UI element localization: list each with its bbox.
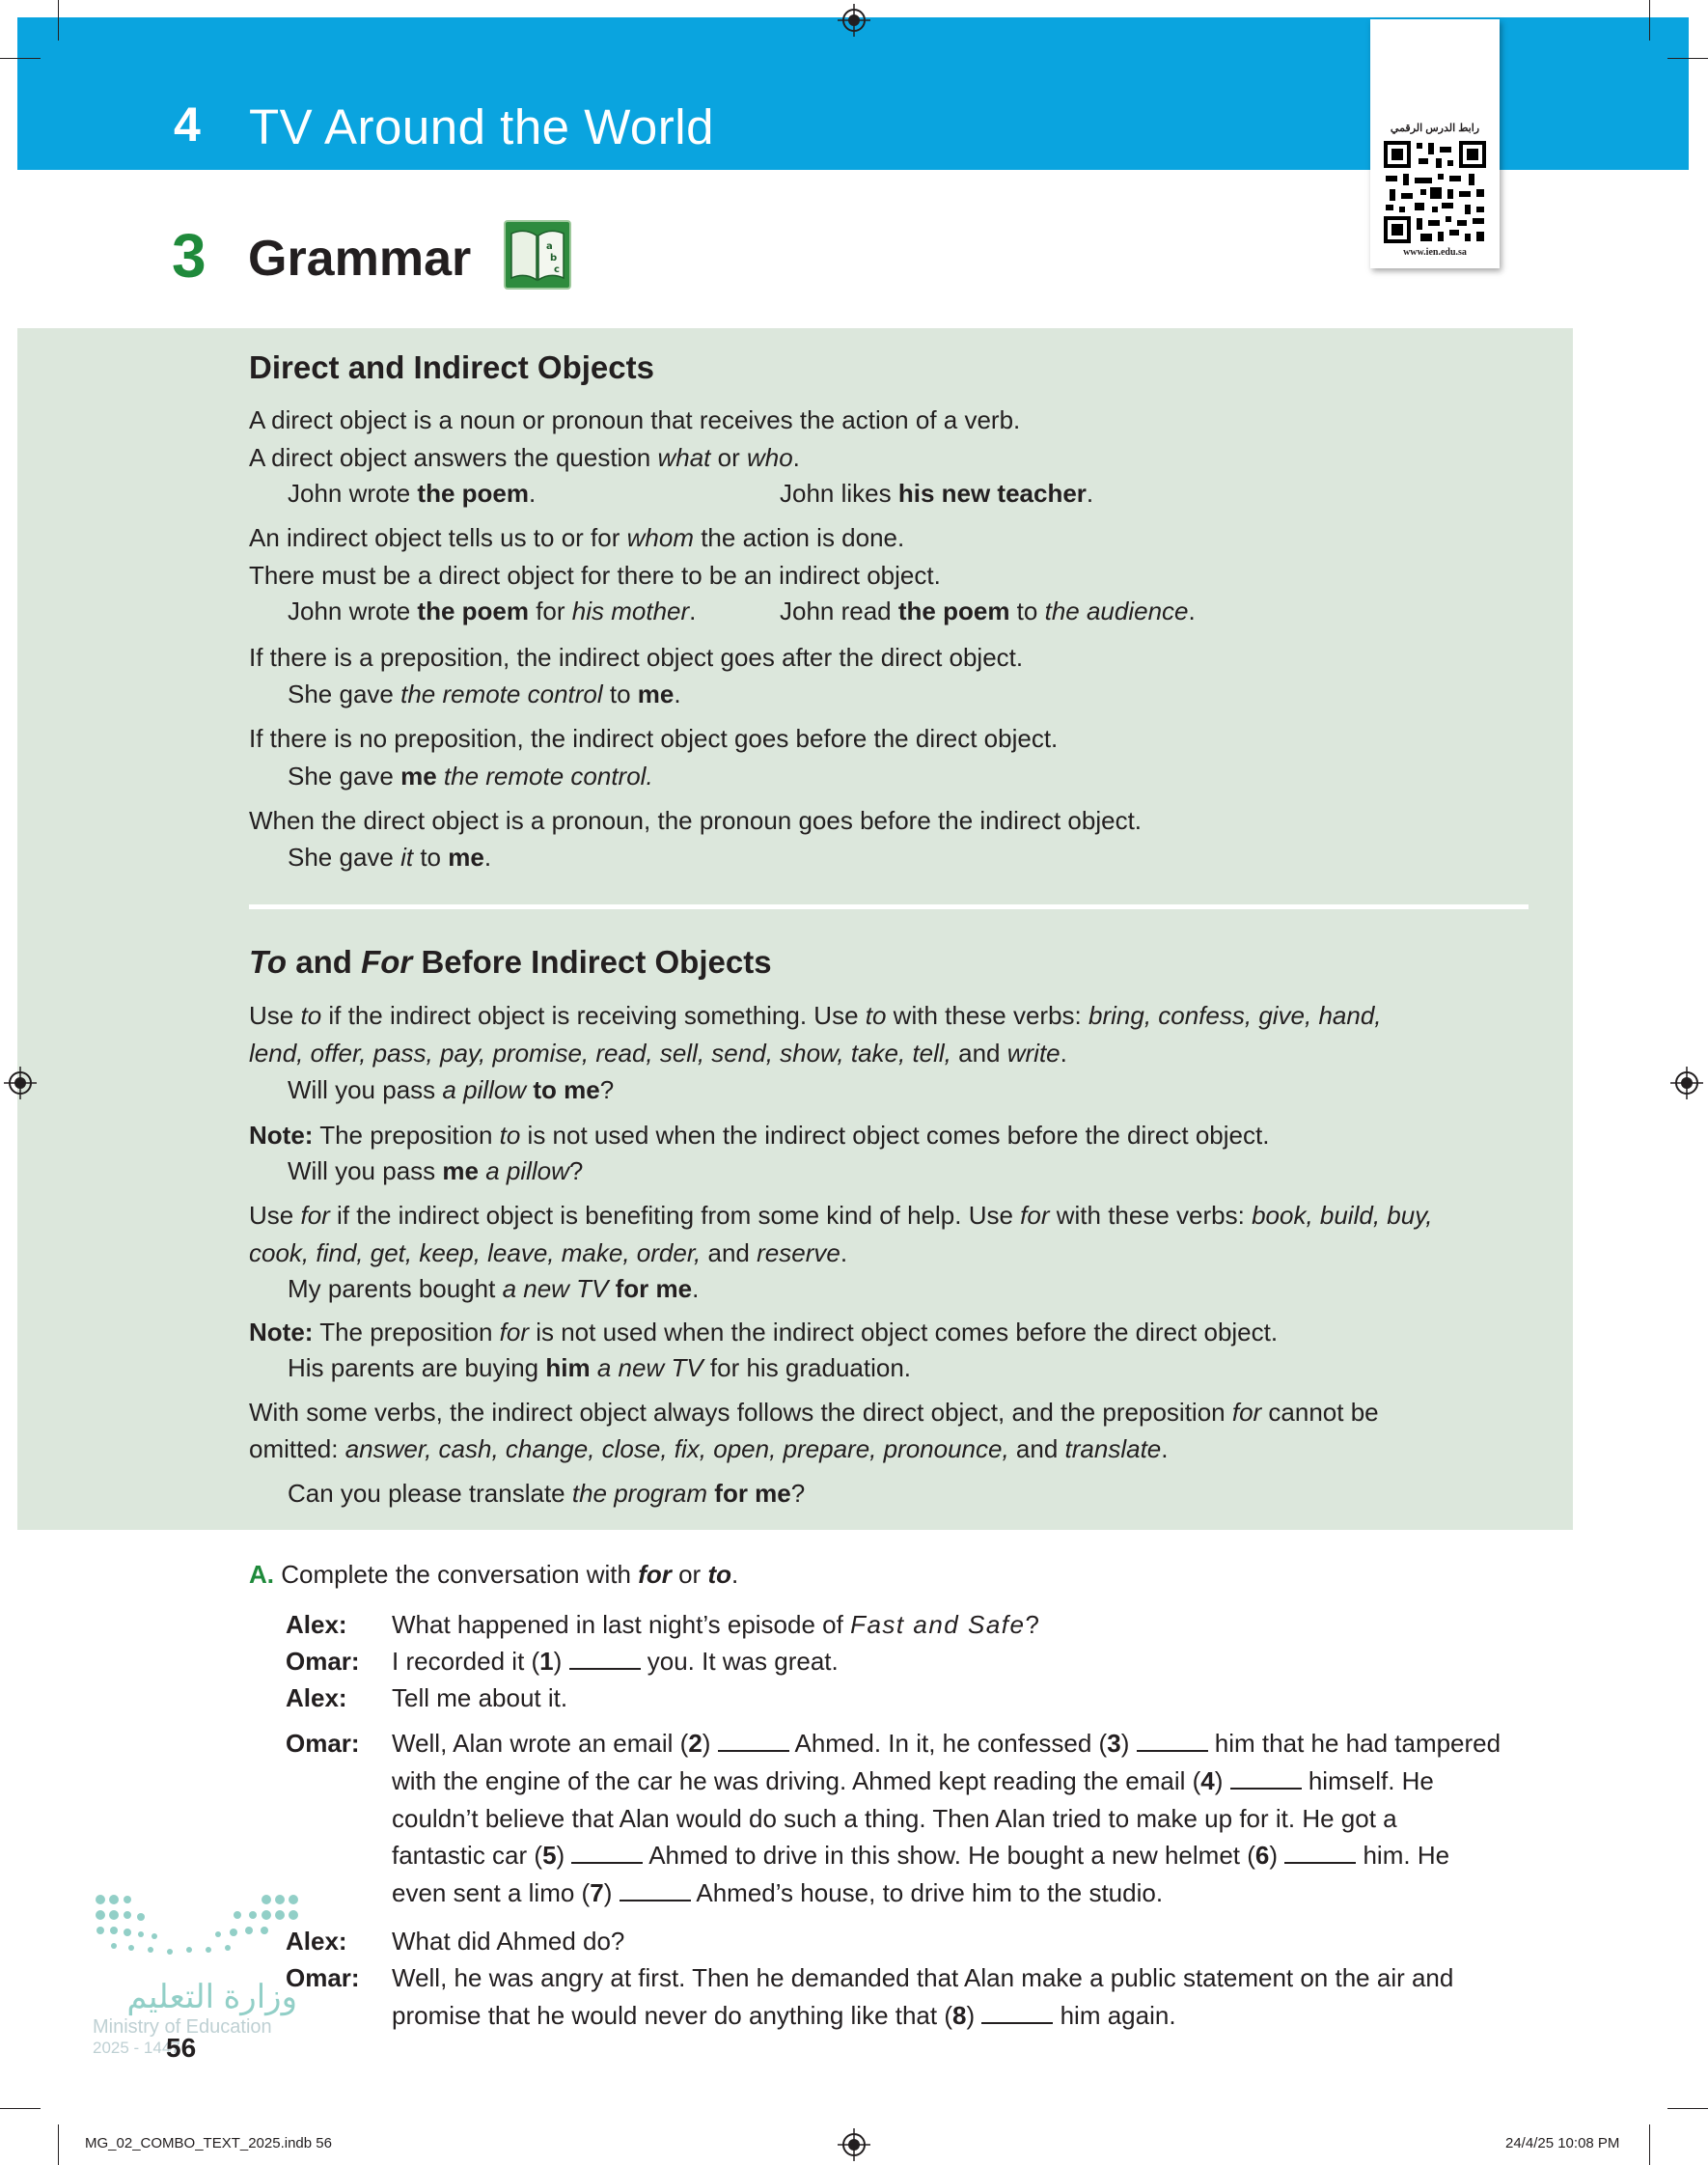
rule-direct-question: A direct object answers the question what or who. (249, 443, 800, 472)
crop-mark (0, 58, 41, 59)
rule-use-for: Use for if the indirect object is benefiting from some kind of help. Use for with these verbs: book, build, buy, (249, 1201, 1433, 1230)
qr-label: رابط الدرس الرقمي (1390, 123, 1480, 134)
svg-text:a: a (546, 241, 553, 252)
section-divider (249, 904, 1529, 909)
rule-indirect-object: An indirect object tells us to or for whom the action is done. (249, 523, 905, 552)
speaker-omar: Omar: (286, 1729, 360, 1758)
dialogue-line: What happened in last night’s episode of Fast and Safe? (392, 1610, 1039, 1639)
section-title: Grammar (248, 231, 472, 287)
ministry-logo (93, 1892, 305, 2058)
unit-title: TV Around the World (249, 99, 714, 154)
ministry-english-name: Ministry of Education (93, 2016, 272, 2038)
crop-mark (58, 2124, 59, 2165)
rule-omitted-verbs: omitted: answer, cash, change, close, fix, open, prepare, pronounce, and translate. (249, 1434, 1169, 1463)
answer-blank-8[interactable] (981, 2001, 1053, 2024)
qr-code-icon (1382, 139, 1488, 245)
speaker-alex: Alex: (286, 1683, 347, 1712)
print-timestamp: 24/4/25 10:08 PM (1505, 2135, 1620, 2151)
answer-blank-5[interactable] (571, 1841, 643, 1864)
dialogue-line: fantastic car (5) Ahmed to drive in this show. He bought a new helmet (6) him. He (392, 1841, 1450, 1870)
rule-use-for-verbs: cook, find, get, keep, leave, make, order, and reserve. (249, 1238, 848, 1267)
registration-mark-icon (838, 2128, 870, 2161)
dialogue-line: Well, Alan wrote an email (2) Ahmed. In it, he confessed (3) him that he had tampered (392, 1729, 1501, 1758)
rule-direct-required: There must be a direct object for there to be an indirect object. (249, 561, 941, 590)
qr-card[interactable] (1370, 19, 1500, 268)
rule-direct-object: A direct object is a noun or pronoun that receives the action of a verb. (249, 405, 1021, 434)
rule-no-preposition: If there is no preposition, the indirect object goes before the direct object. (249, 724, 1059, 753)
dialogue-line: couldn’t believe that Alan would do such a thing. Then Alan tried to make up for it. He got a (392, 1804, 1397, 1833)
dialogue-line: even sent a limo (7) Ahmed’s house, to drive him to the studio. (392, 1878, 1164, 1907)
answer-blank-4[interactable] (1230, 1766, 1302, 1790)
rule-always-follows: With some verbs, the indirect object always follows the direct object, and the preposition for cannot be (249, 1398, 1379, 1427)
answer-blank-7[interactable] (620, 1878, 691, 1901)
note-for: Note: The preposition for is not used when the indirect object comes before the direct object. (249, 1318, 1279, 1346)
example-line: Can you please translate the program for me? (288, 1479, 806, 1508)
example-line: His parents are buying him a new TV for his graduation. (288, 1353, 912, 1382)
note-to: Note: The preposition to is not used when the indirect object comes before the direct object. (249, 1121, 1270, 1150)
heading-to-for: To and For Before Indirect Objects (249, 944, 772, 980)
qr-url: www.ien.edu.sa (1403, 247, 1467, 258)
ministry-dots-icon (93, 1892, 305, 1969)
rule-use-to: Use to if the indirect object is receiving something. Use to with these verbs: bring, confess, give, hand, (249, 1001, 1382, 1030)
example-line: She gave the remote control to me. (288, 680, 681, 708)
example-line: John read the poem to the audience. (780, 597, 1196, 625)
answer-blank-6[interactable] (1284, 1841, 1356, 1864)
answer-blank-1[interactable] (569, 1647, 641, 1670)
example-line: Will you pass me a pillow? (288, 1156, 584, 1185)
rule-preposition-after: If there is a preposition, the indirect object goes after the direct object. (249, 643, 1024, 672)
example-line: My parents bought a new TV for me. (288, 1274, 700, 1303)
svg-text:c: c (554, 264, 560, 275)
example-line: John wrote the poem for his mother. (288, 597, 697, 625)
crop-mark (58, 0, 59, 41)
dialogue-line: Well, he was angry at first. Then he demanded that Alan make a public statement on the air and (392, 1963, 1454, 1992)
speaker-omar: Omar: (286, 1963, 360, 1992)
dialogue-line: Tell me about it. (392, 1683, 568, 1712)
exercise-instruction: A. Complete the conversation with for or to. (249, 1560, 739, 1589)
heading-direct-indirect: Direct and Indirect Objects (249, 349, 654, 385)
print-file-name: MG_02_COMBO_TEXT_2025.indb 56 (85, 2135, 332, 2151)
crop-mark (1649, 2124, 1650, 2165)
section-number: 3 (172, 221, 207, 291)
crop-mark (1649, 0, 1650, 41)
registration-mark-icon (838, 4, 870, 37)
example-line: She gave me the remote control. (288, 762, 653, 791)
answer-blank-3[interactable] (1137, 1729, 1208, 1752)
registration-mark-icon (4, 1067, 37, 1099)
dialogue-line: I recorded it (1) you. It was great. (392, 1647, 839, 1676)
dialogue-line: promise that he would never do anything like that (8) him again. (392, 2001, 1176, 2030)
example-line: John wrote the poem. (288, 479, 537, 508)
ministry-year: 2025 - 1447 (93, 2039, 180, 2057)
grammar-book-icon (504, 220, 571, 290)
page-number: 56 (166, 2033, 197, 2063)
registration-mark-icon (1670, 1067, 1703, 1099)
speaker-omar: Omar: (286, 1647, 360, 1676)
example-line: John likes his new teacher. (780, 479, 1094, 508)
dialogue-line: What did Ahmed do? (392, 1927, 625, 1956)
answer-blank-2[interactable] (718, 1729, 789, 1752)
speaker-alex: Alex: (286, 1610, 347, 1639)
unit-number: 4 (174, 97, 201, 152)
ministry-arabic-name: وزارة التعليم (126, 1979, 297, 2015)
crop-mark (1667, 2108, 1708, 2109)
rule-pronoun-object: When the direct object is a pronoun, the pronoun goes before the indirect object. (249, 806, 1143, 835)
crop-mark (0, 2108, 41, 2109)
example-line: Will you pass a pillow to me? (288, 1075, 615, 1104)
speaker-alex: Alex: (286, 1927, 347, 1956)
example-line: She gave it to me. (288, 843, 492, 872)
svg-text:b: b (550, 253, 558, 264)
dialogue-line: with the engine of the car he was driving. Ahmed kept reading the email (4) himself. He (392, 1766, 1434, 1795)
rule-use-to-verbs: lend, offer, pass, pay, promise, read, sell, send, show, take, tell, and write. (249, 1039, 1067, 1068)
crop-mark (1667, 58, 1708, 59)
